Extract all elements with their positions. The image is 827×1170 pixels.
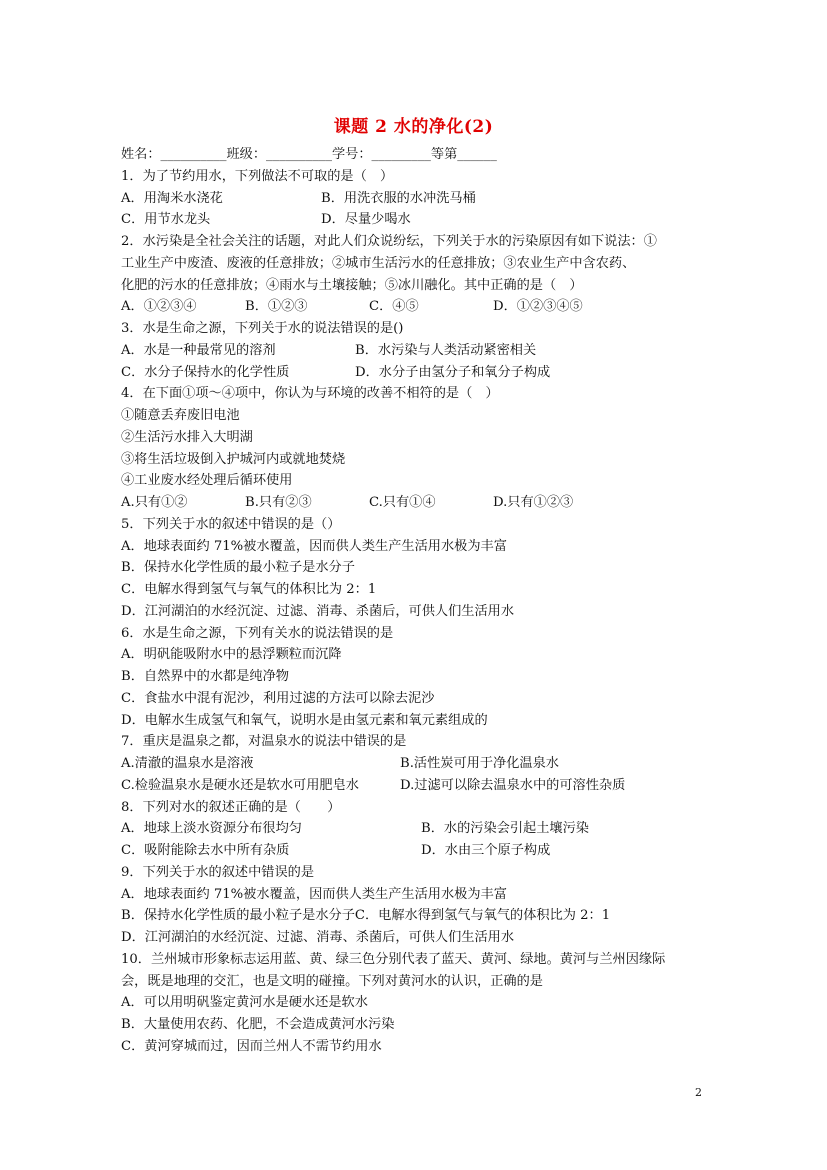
q9-option-d: D．江河湖泊的水经沉淀、过滤、消毒、杀菌后，可供人们生活用水: [121, 930, 515, 945]
q4-option-a: A.只有①②: [121, 495, 188, 510]
question-3-options-cd: [121, 362, 711, 384]
student-info-line: 姓名：__________班级：__________学号：_________等第______: [121, 147, 497, 162]
q3-option-b: B．水污染与人类活动紧密相关: [355, 342, 537, 358]
question-8-stem: 8．下列对水的叙述正确的是（ ）: [121, 799, 341, 815]
q1-option-c: C．用节水龙头: [121, 212, 211, 228]
question-3-options-ab: [121, 340, 711, 362]
question-1-options-cd: [121, 209, 711, 231]
q5-option-a: A．地球表面约 71%被水覆盖，因而供人类生产生活用水极为丰富: [121, 538, 507, 554]
q6-option-d: D．电解水生成氢气和氧气，说明水是由氢元素和氧元素组成的: [121, 712, 488, 728]
question-4-options: [121, 492, 711, 514]
question-7-stem: 7．重庆是温泉之都，对温泉水的说法中错误的是: [121, 734, 407, 750]
question-7-options-ab: [121, 753, 711, 775]
question-6-stem: 6．水是生命之源，下列有关水的说法错误的是: [121, 625, 394, 641]
q5-option-b: B．保持水化学性质的最小粒子是水分子: [121, 560, 355, 576]
q3-option-d: D．水分子由氢分子和氧分子构成: [355, 364, 551, 380]
question-2-stem-3: 化肥的污水的任意排放；④雨水与土壤接触；⑤冰川融化。其中正确的是（ ）: [121, 277, 583, 293]
q6-option-c: C．食盐水中混有泥沙，利用过滤的方法可以除去泥沙: [121, 690, 435, 706]
question-10-stem-1: 10．兰州城市形象标志运用蓝、黄、绿三色分别代表了蓝天、黄河、绿地。黄河与兰州因缘际: [121, 951, 666, 967]
q9-option-b: B．保持水化学性质的最小粒子是水分子: [121, 908, 355, 924]
question-1-stem: 1．为了节约用水，下列做法不可取的是（ ）: [121, 168, 394, 184]
q7-option-a: A.清澈的温泉水是溶液: [121, 756, 254, 771]
question-5-stem: 5．下列关于水的叙述中错误的是（）: [121, 516, 341, 532]
q8-option-b: B．水的污染会引起土壤污染: [421, 821, 589, 837]
question-8-options-cd: [121, 840, 711, 862]
q3-option-a: A．水是一种最常见的溶剂: [121, 342, 276, 358]
q1-option-d: D．尽量少喝水: [321, 212, 411, 228]
page-number: 2: [695, 1086, 702, 1099]
q2-option-b: B．①②③: [245, 299, 308, 315]
question-7-options-cd: [121, 775, 711, 797]
question-4-stem: 4．在下面①项～④项中，你认为与环境的改善不相符的是（ ）: [121, 386, 499, 402]
q4-item-2: ②生活污水排入大明湖: [121, 429, 253, 445]
question-2-stem-2: 工业生产中废渣、废液的任意排放；②城市生活污水的任意排放；③农业生产中含农药、: [121, 255, 636, 271]
q10-option-c: C．黄河穿城而过，因而兰州人不需节约用水: [121, 1038, 382, 1054]
q6-option-b: B．自然界中的水都是纯净物: [121, 669, 289, 684]
q1-option-b: B．用洗衣服的水冲洗马桶: [321, 190, 476, 206]
question-3-stem: 3．水是生命之源，下列关于水的说法错误的是(): [121, 321, 404, 336]
question-10-stem-2: 会，既是地理的交汇，也是文明的碰撞。下列对黄河水的认识，正确的是: [121, 973, 543, 989]
q7-option-b: B.活性炭可用于净化温泉水: [400, 756, 559, 771]
q4-option-b: B.只有②③: [245, 495, 312, 510]
page-title: 课题 2 水的净化(2): [333, 117, 494, 137]
q10-option-b: B．大量使用农药、化肥，不会造成黄河水污染: [121, 1017, 395, 1032]
question-8-options-ab: [121, 818, 711, 840]
q8-option-a: A．地球上淡水资源分布很均匀: [121, 821, 302, 837]
q7-option-d: D.过滤可以除去温泉水中的可溶性杂质: [400, 777, 626, 793]
q8-option-d: D．水由三个原子构成: [421, 843, 551, 858]
q2-option-d: D．①②③④⑤: [493, 299, 583, 315]
q7-option-c: C.检验温泉水是硬水还是软水可用肥皂水: [121, 777, 359, 793]
q9-option-a: A．地球表面约 71%被水覆盖，因而供人类生产生活用水极为丰富: [121, 886, 507, 902]
q2-option-c: C．④⑤: [369, 299, 419, 315]
q4-item-4: ④工业废水经处理后循环使用: [121, 473, 293, 489]
q8-option-c: C．吸附能除去水中所有杂质: [121, 843, 290, 858]
q6-option-a: A．明矾能吸附水中的悬浮颗粒而沉降: [121, 647, 342, 663]
q3-option-c: C．水分子保持水的化学性质: [121, 364, 290, 380]
question-9-options-bc: [121, 905, 711, 927]
q10-option-a: A．可以用明矾鉴定黄河水是硬水还是软水: [121, 995, 368, 1011]
q4-item-3: ③将生活垃圾倒入护城河内或就地焚烧: [121, 451, 346, 467]
question-2-options: [121, 296, 711, 318]
question-2-stem-1: 2．水污染是全社会关注的话题，对此人们众说纷纭，下列关于水的污染原因有如下说法：①: [121, 234, 657, 249]
worksheet-body: [121, 144, 711, 1058]
question-9-stem: 9．下列关于水的叙述中错误的是: [121, 864, 315, 880]
q4-option-d: D.只有①②③: [493, 495, 574, 510]
q2-option-a: A．①②③④: [121, 299, 197, 315]
q4-item-1: ①随意丢弃废旧电池: [121, 408, 240, 423]
question-1-options-ab: [121, 188, 711, 210]
q9-option-c: C．电解水得到氢气与氧气的体积比为 2：1: [354, 908, 611, 924]
q4-option-c: C.只有①④: [369, 495, 436, 510]
q5-option-d: D．江河湖泊的水经沉淀、过滤、消毒、杀菌后，可供人们生活用水: [121, 603, 515, 619]
q5-option-c: C．电解水得到氢气与氧气的体积比为 2：1: [121, 582, 377, 597]
q1-option-a: A．用淘米水浇花: [121, 190, 223, 206]
